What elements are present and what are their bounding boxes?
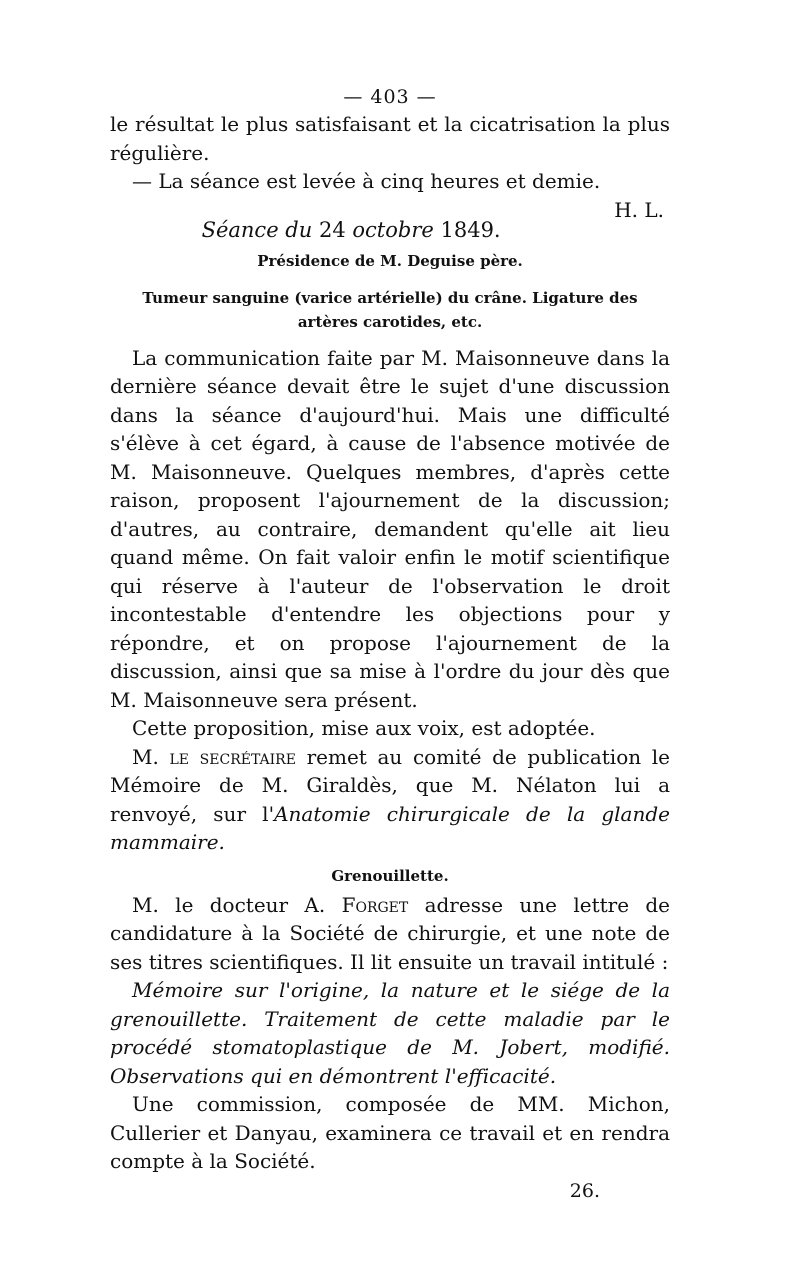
- seance-title-year: 1849.: [440, 217, 501, 242]
- secretaire-lead: M.: [132, 744, 159, 769]
- running-head-page-number: — 403 —: [343, 86, 437, 108]
- closing-line-text: — La séance est levée à cinq heures et demie.: [132, 169, 601, 193]
- forget-text: adresse une lettre de candidature à la Société de chirurgie, et une note de ses titres scientifiques. Il lit ensuite un travail intitulé :: [110, 892, 671, 974]
- paragraph-secretaire: [110, 743, 670, 857]
- section-heading-grenouillette: Grenouillette.: [331, 866, 449, 885]
- seance-title-prefix: Séance du: [201, 217, 313, 242]
- seance-title: [110, 218, 670, 242]
- closing-signature: H. L.: [614, 197, 664, 222]
- text-column: [110, 86, 670, 1202]
- forget-name: Forget: [341, 892, 409, 917]
- closing-line: [110, 167, 670, 222]
- paragraph-memoire-title: Mémoire sur l'origine, la nature et le siége de la grenouillette. Traitement de cette maladie par le procédé stomatoplastique de M. Jobert, modifié. Observations qui en démontrent l'efficacité.: [110, 978, 670, 1088]
- secretaire-text: remet au comité de publication le Mémoire de M. Giraldès, que M. Nélaton lui a renvoyé, sur l': [110, 744, 671, 826]
- paragraph-commission: Une commission, composée de MM. Michon, Cullerier et Danyau, examinera ce travail et en rendra compte à la Société.: [110, 1092, 670, 1173]
- paragraph-communication: La communication faite par M. Maisonneuve dans la dernière séance devait être le sujet d'une discussion dans la séance d'aujourd'hui. Mais une difficulté s'élève à cet égard, à cause de l'absence motivée de M. Maisonneuve. Quelques membres, d'après cette raison, proposent l'ajournement de la discussion; d'autres, au contraire, demandent qu'elle ait lieu quand même. On fait valoir enfin le motif scientifique qui réserve à l'auteur de l'observation le droit incontestable d'entendre les objections pour y répondre, et on propose l'ajournement de la discussion, ainsi que sa mise à l'ordre du jour dès que M. Maisonneuve sera présent.: [110, 345, 670, 712]
- secretaire-role: le secrétaire: [169, 744, 296, 769]
- forget-lead: M. le docteur A.: [132, 892, 326, 917]
- section-heading-tumeur: Tumeur sanguine (varice artérielle) du crâne. Ligature des artères carotides, etc.: [142, 288, 638, 331]
- continued-paragraph: le résultat le plus satisfaisant et la cicatrisation la plus régulière.: [110, 112, 670, 165]
- presidence-heading: Présidence de M. Deguise père.: [257, 251, 523, 270]
- seance-title-month: octobre: [352, 217, 434, 242]
- signature-number: 26.: [569, 1179, 600, 1202]
- seance-title-date: 24: [318, 217, 346, 242]
- paragraph-forget: [110, 891, 670, 977]
- paragraph-proposition: Cette proposition, mise aux voix, est adoptée.: [132, 716, 596, 740]
- anatomie-title: Anatomie chirurgicale de la glande mammaire.: [110, 801, 670, 854]
